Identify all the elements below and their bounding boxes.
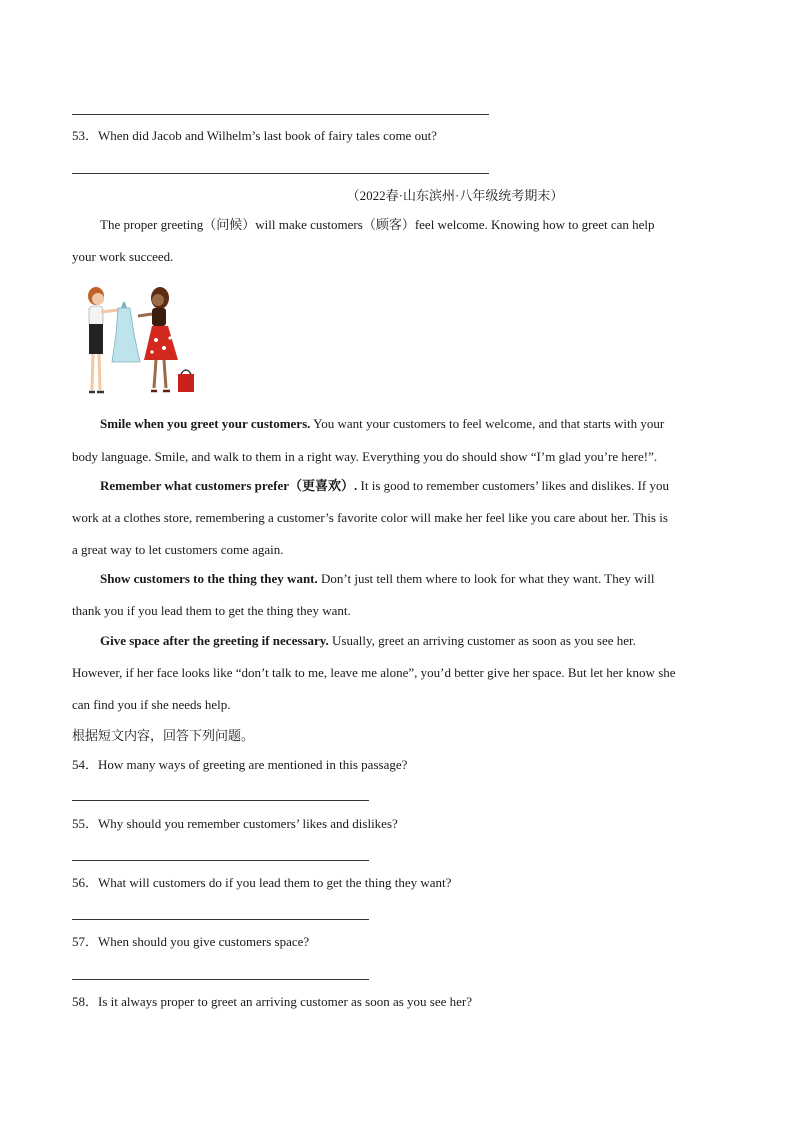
paragraph-4-line-1 [100,632,730,650]
heading-show: Show customers to the thing they want. [100,571,318,586]
question-53: 53．When did Jacob and Wilhelm’s last book of fairy tales come out? [72,128,437,143]
paragraph-2-line-3: a great way to let customers come again. [72,542,284,557]
question-58: 58．Is it always proper to greet an arriving customer as soon as you see her? [72,994,472,1009]
question-57: 57．When should you give customers space? [72,934,310,949]
paragraph-1-text: You want your customers to feel welcome, and that starts with your [310,416,665,431]
intro-line-1: The proper greeting（问候）will make customers（顾客）feel welcome. Knowing how to greet can help [100,217,655,232]
paragraph-1-line-1 [100,415,730,433]
answer-line-54[interactable] [72,800,369,801]
paragraph-3-text: Don’t just tell them where to look for what they want. They will [317,571,655,586]
paragraph-3-line-1 [100,570,730,588]
heading-remember: Remember what customers prefer（更喜欢）. [100,478,358,493]
answer-line-55[interactable] [72,860,369,861]
question-55: 55．Why should you remember customers’ likes and dislikes? [72,816,398,831]
heading-space: Give space after the greeting if necessary. [100,633,329,648]
paragraph-2-line-1 [100,477,730,495]
source-note: （2022春·山东滨州·八年级统考期末） [346,188,564,203]
answer-line-57[interactable] [72,979,369,980]
answer-line-52[interactable] [72,114,489,115]
paragraph-4-line-3: can find you if she needs help. [72,697,231,712]
answer-line-53[interactable] [72,173,489,174]
question-54: 54．How many ways of greeting are mentioned in this passage? [72,757,408,772]
question-56: 56．What will customers do if you lead them to get the thing they want? [72,875,452,890]
paragraph-2-line-2: work at a clothes store, remembering a customer’s favorite color will make her feel like you care about her. This is [72,510,668,525]
paragraph-4-line-2: However, if her face looks like “don’t talk to me, leave me alone”, you’d better give her space. But let her know she [72,665,676,680]
heading-smile: Smile when you greet your customers. [100,416,311,431]
paragraph-2-text: It is good to remember customers’ likes and dislikes. If you [357,478,669,493]
intro-line-2: your work succeed. [72,249,174,264]
paragraph-1-line-2: body language. Smile, and walk to them in a right way. Everything you do should show “I’m glad you’re here!”. [72,449,658,464]
paragraph-4-text: Usually, greet an arriving customer as soon as you see her. [328,633,636,648]
paragraph-3-line-2: thank you if you lead them to get the thing they want. [72,603,351,618]
shopping-illustration-icon [74,282,204,400]
answer-line-56[interactable] [72,919,369,920]
instruction: 根据短文内容，回答下列问题。 [72,728,255,743]
